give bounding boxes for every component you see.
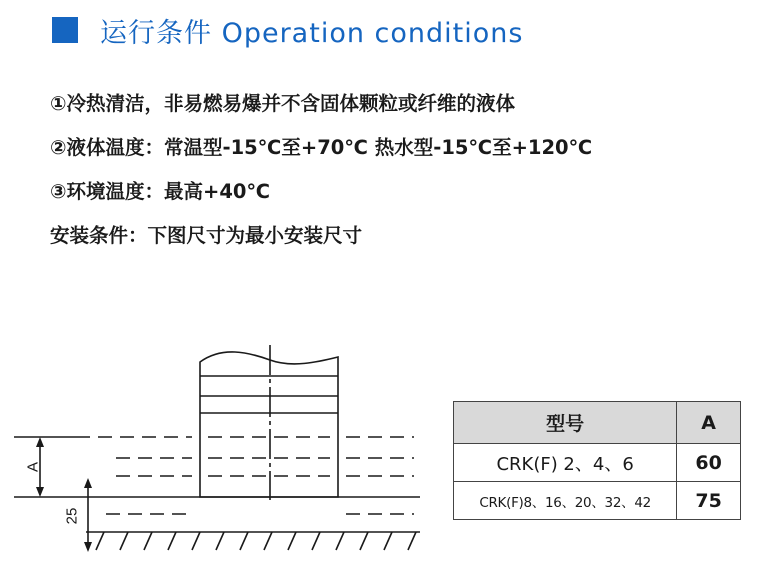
header-square-marker (52, 17, 78, 43)
a-value-cell: 75 (677, 482, 741, 520)
installation-condition: 安装条件：下图尺寸为最小安装尺寸 (50, 224, 363, 247)
dim-a-arrowhead-top (36, 437, 44, 447)
section-title: 运行条件 Operation conditions (100, 17, 524, 49)
dim-a-arrowhead-bottom (36, 487, 44, 497)
conditions-list (50, 82, 592, 258)
dim-25-label: 25 (63, 507, 81, 525)
ground-hatching (96, 532, 416, 550)
condition-liquid: ①冷热清洁，非易燃易爆并不含固体颗粒或纤维的液体 (50, 92, 516, 115)
table-row (454, 444, 741, 482)
dim-a-label: A (24, 461, 42, 473)
table-row (454, 482, 741, 520)
model-cell: CRK(F)8、16、20、32、42 (454, 482, 677, 520)
condition-ambient-temperature: ③环境温度：最高+40℃ (50, 180, 271, 203)
a-value-cell: 60 (677, 444, 741, 482)
dim-25-arrowhead-top (84, 478, 92, 488)
section-header (52, 10, 523, 50)
installation-diagram (0, 330, 440, 572)
condition-liquid-temperature: ②液体温度：常温型-15℃至+70℃ 热水型-15℃至+120℃ (50, 136, 593, 159)
model-cell: CRK(F) 2、4、6 (454, 444, 677, 482)
dim-25-arrowhead-bottom (84, 542, 92, 552)
model-dimension-table (453, 401, 741, 520)
header-a: A (677, 402, 741, 444)
header-model: 型号 (454, 402, 677, 444)
